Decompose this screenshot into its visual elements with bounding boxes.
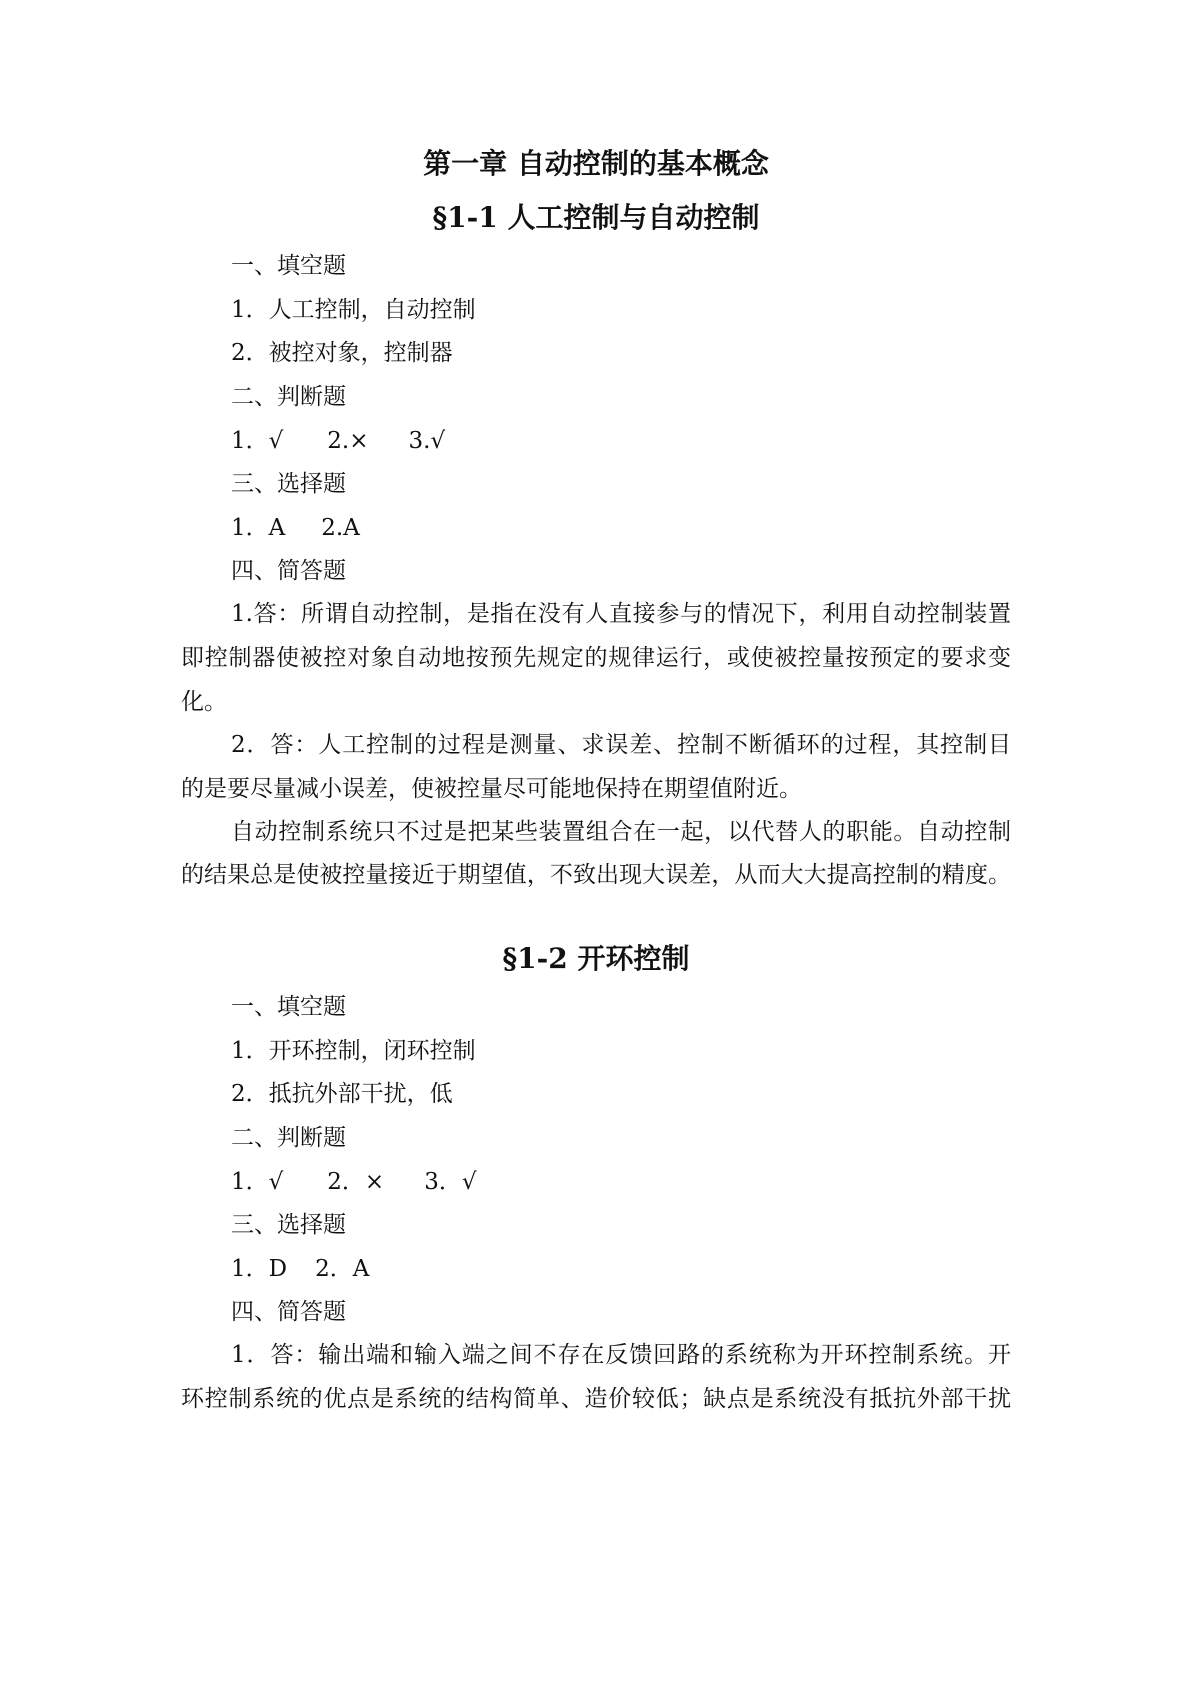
heading-true-false: 二、判断题	[231, 384, 346, 410]
answer-paragraph-line: 化。	[181, 689, 227, 715]
judge-answer: 1．√	[231, 428, 284, 454]
heading-fill-blank: 一、填空题	[231, 253, 346, 279]
heading-true-false: 二、判断题	[231, 1125, 346, 1151]
fill-answer-1: 1．人工控制，自动控制	[231, 297, 476, 323]
answer-paragraph-line: 环控制系统的优点是系统的结构简单、造价较低；缺点是系统没有抵抗外部干扰	[181, 1386, 1011, 1412]
answer-paragraph-line: 2．答：人工控制的过程是测量、求误差、控制不断循环的过程，其控制目	[231, 732, 1011, 758]
answer-paragraph-line: 自动控制系统只不过是把某些装置组合在一起，以代替人的职能。自动控制	[231, 819, 1011, 845]
heading-multiple-choice: 三、选择题	[231, 1212, 346, 1238]
judge-answer: 2.×	[327, 428, 369, 454]
answer-paragraph-line: 1．答：输出端和输入端之间不存在反馈回路的系统称为开环控制系统。开	[231, 1342, 1011, 1368]
heading-multiple-choice: 三、选择题	[231, 471, 346, 497]
answer-paragraph-line: 即控制器使被控对象自动地按预先规定的规律运行，或使被控量按预定的要求变	[181, 645, 1011, 671]
section-title-1-2: §1-2 开环控制	[502, 942, 690, 975]
choice-answer: 1．D	[231, 1256, 288, 1282]
heading-short-answer: 四、简答题	[231, 558, 346, 584]
fill-answer-2: 2．被控对象，控制器	[231, 340, 453, 366]
true-false-answers	[231, 424, 445, 458]
judge-answer: 3．√	[424, 1169, 477, 1195]
judge-answer: 2．×	[327, 1169, 385, 1195]
chapter-title: 第一章 自动控制的基本概念	[423, 147, 769, 180]
fill-answer-2: 2．抵抗外部干扰，低	[231, 1081, 453, 1107]
choice-answer: 1．A	[231, 515, 286, 541]
true-false-answers	[231, 1165, 477, 1199]
answer-paragraph-line: 的结果总是使被控量接近于期望值，不致出现大误差，从而大大提高控制的精度。	[181, 862, 1011, 888]
choice-answer: 2．A	[315, 1256, 370, 1282]
heading-short-answer: 四、简答题	[231, 1299, 346, 1325]
judge-answer: 3.√	[408, 428, 446, 454]
fill-answer-1: 1．开环控制，闭环控制	[231, 1038, 476, 1064]
answer-paragraph-line: 1.答：所谓自动控制，是指在没有人直接参与的情况下，利用自动控制装置	[231, 601, 1011, 627]
answer-paragraph-line: 的是要尽量减小误差，使被控量尽可能地保持在期望值附近。	[181, 776, 802, 802]
heading-fill-blank: 一、填空题	[231, 994, 346, 1020]
choice-answers	[231, 511, 360, 545]
section-title-1-1: §1-1 人工控制与自动控制	[432, 201, 760, 234]
choice-answers	[231, 1252, 369, 1286]
choice-answer: 2.A	[321, 515, 360, 541]
judge-answer: 1．√	[231, 1169, 284, 1195]
